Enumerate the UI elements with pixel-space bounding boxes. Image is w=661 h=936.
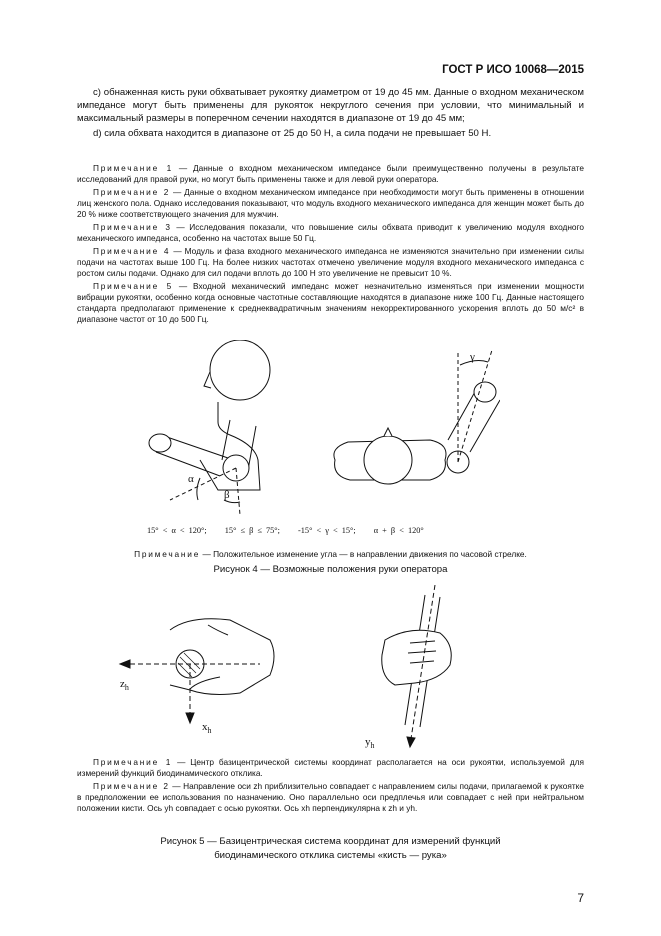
note-text: — Входной механический импеданс может незначительно изменяться при изменении мощности вибрации рукоятки, особенно когда основные частотные составляющие находятся в диапазоне ниже 100 Гц. Данные настоящего стандарта предполагают применение к среднеквадратичным значениям некорректированного ускорения вплоть до 50 м/с² в диапазоне частот от 10 до 500 Гц. xyxy=(77,281,584,324)
note-text: — Данные о входном механическом импедансе при необходимости могут быть применены в отношении лиц женского пола. Однако исследования показывают, что модуль входного механического импеданса для женщин может быть до 20 % ниже соответствующего значения для мужчин. xyxy=(77,187,584,219)
formula-gamma: -15° < γ < 15°; xyxy=(298,526,356,535)
main-text xyxy=(77,86,584,140)
note-text: — Модуль и фаза входного механического импеданса не изменяются значительно при изменении силы подачи на частотах выше 100 Гц. На более низких частотах отмечено увеличение модуля входного механического импеданса с ростом силы подачи. Однако для сил подачи вплоть до 100 Н это увеличение не превысит 10 %. xyxy=(77,246,584,278)
f5-note-1 xyxy=(77,757,584,779)
handle-side xyxy=(149,434,171,452)
note-text: — Исследования показали, что повышение силы обхвата приводит к увеличению модуля входного механического импеданса, особенно на частотах выше 50 Гц. xyxy=(77,222,585,243)
figure-5-drawing xyxy=(110,585,490,750)
figure-4-caption: Рисунок 4 — Возможные положения руки оператора xyxy=(213,564,448,575)
figure-5-notes xyxy=(77,757,584,816)
figure-4-note xyxy=(77,549,584,560)
note-label: Примечание 1 xyxy=(93,163,174,173)
axis-dashed-3 xyxy=(458,350,492,462)
note-label: Примечание xyxy=(134,549,201,559)
note-label: Примечание 2 xyxy=(93,187,171,197)
item-d: d) сила обхвата находится в диапазоне от 25 до 50 Н, а сила подачи не превышает 50 Н. xyxy=(93,128,492,139)
x-label: $x_h$ xyxy=(202,721,212,735)
figure-5-caption-line-1: Рисунок 5 — Базицентрическая система координат для измерений функций xyxy=(160,836,501,847)
head-side xyxy=(210,340,270,400)
note-label: Примечание 5 xyxy=(93,281,174,291)
formula-alpha: 15° < α < 120°; xyxy=(147,526,207,535)
alpha-label: α xyxy=(188,473,194,485)
y-label: $y_h$ xyxy=(365,736,375,750)
z-arrow xyxy=(120,660,130,668)
formula-beta: 15° ≤ β ≤ 75°; xyxy=(224,526,280,535)
y-arrow xyxy=(407,737,415,747)
hand-right xyxy=(382,630,451,685)
alpha-arc xyxy=(197,478,200,500)
note-2 xyxy=(77,187,584,220)
note-1 xyxy=(77,163,584,185)
note-label: Примечание 4 xyxy=(93,246,171,256)
figure-5-caption-line-2: биодинамического отклика системы «кисть — рука» xyxy=(214,850,447,861)
note-text: — Положительное изменение угла — в направлении движения по часовой стрелке. xyxy=(200,549,527,559)
figure-4-drawing xyxy=(140,340,500,520)
note-label: Примечание 1 xyxy=(93,757,173,767)
note-4 xyxy=(77,246,584,279)
x-arrow xyxy=(186,713,194,723)
beta-label: β xyxy=(224,489,230,501)
note-text: — Данные о входном механическом импедансе были преимущественно получены в результате исследований для правой руки, но могут быть применены также и для левой руки оператора. xyxy=(77,163,584,184)
note-5 xyxy=(77,281,584,325)
note-text: — Центр базицентрической системы координат располагается на оси рукоятки, используемой для измерений функций биодинамического отклика. xyxy=(77,757,585,778)
head-top xyxy=(364,436,412,484)
nose xyxy=(204,372,211,388)
nose-top xyxy=(384,428,392,436)
document-id: ГОСТ Р ИСО 10068—2015 xyxy=(442,64,584,76)
note-label: Примечание 3 xyxy=(93,222,172,232)
angle-formulas xyxy=(147,526,438,535)
gamma-label: γ xyxy=(470,351,475,363)
note-3 xyxy=(77,222,584,244)
page-number: 7 xyxy=(577,891,584,905)
f5-note-2 xyxy=(77,781,584,814)
item-c: с) обнаженная кисть руки обхватывает рукоятку диаметром от 19 до 45 мм. Данные о входном механическом импедансе могут быть применены для рукояток некруглого сечения при условии, что минимальный и максимальный размеры в поперечном сечении находятся в диапазоне от 19 до 45 мм; xyxy=(77,87,584,124)
formula-sum: α + β < 120° xyxy=(373,526,424,535)
note-label: Примечание 2 xyxy=(93,781,170,791)
note-text: — Направление оси zh приблизительно совпадает с направлением силы подачи, прилагаемой к рукоятке в предположении ее использования по назначению. Оно параллельно оси предплечья или совпадает с ней при нейтральном положении кисти. Ось yh совпадает с осью рукоятки. Ось xh перпендикулярна к zh и yh. xyxy=(77,781,584,813)
notes-section xyxy=(77,163,584,327)
z-label: $z_h$ xyxy=(120,678,129,692)
